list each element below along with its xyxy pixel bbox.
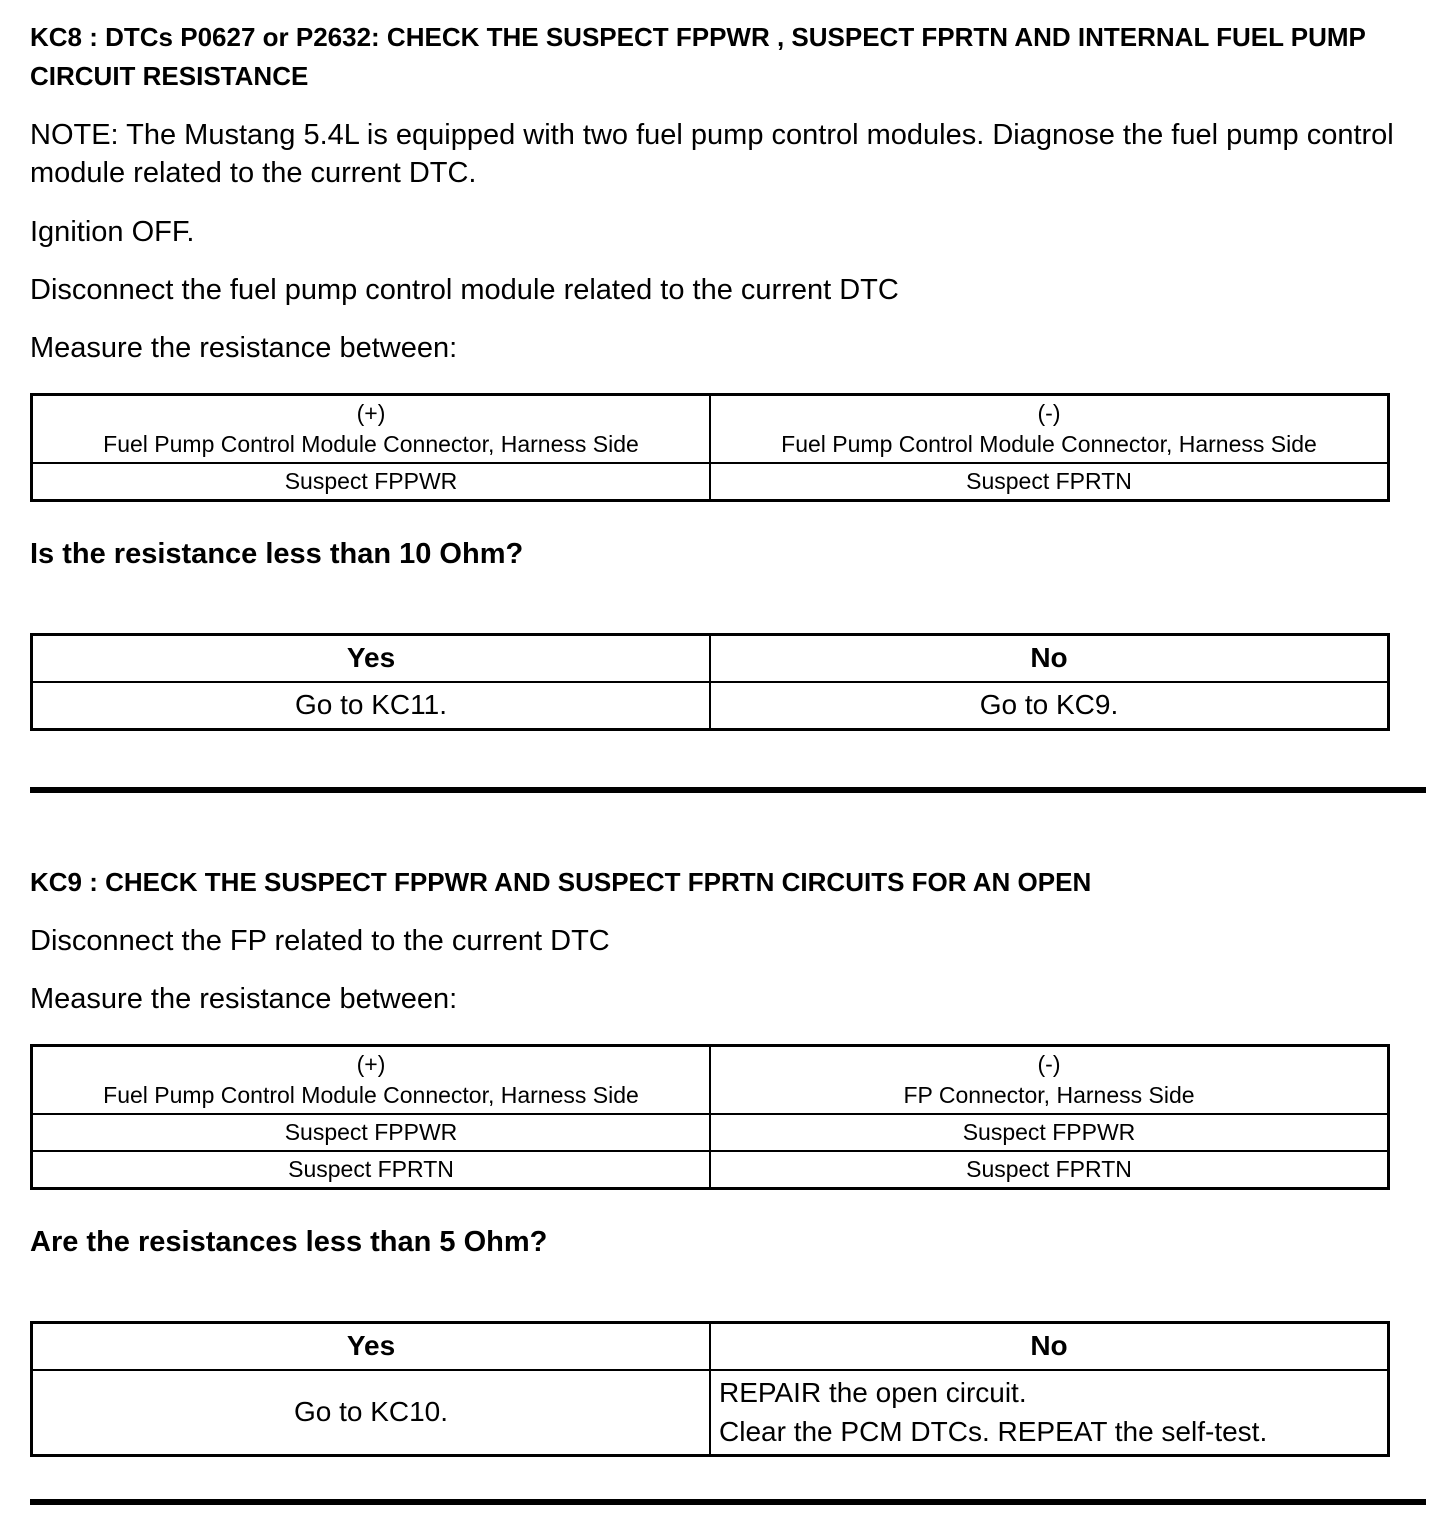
plus-connector-label: Fuel Pump Control Module Connector, Harness Side [103, 1082, 639, 1109]
plus-sign-label: (+) [356, 400, 386, 427]
section-kc8 [30, 18, 1426, 731]
kc9-measure-data-row [32, 1114, 1389, 1151]
kc8-step-ignition-off: Ignition OFF. [30, 215, 195, 248]
kc9-measure-row1-minus: Suspect FPPWR [710, 1114, 1389, 1151]
no-column-header: No [710, 635, 1389, 682]
section-kc9 [30, 863, 1426, 1458]
kc9-measure-table [30, 1044, 1390, 1190]
kc8-decision-data-row [32, 682, 1389, 729]
kc8-no-action: Go to KC9. [710, 682, 1389, 729]
kc8-measure-data-row [32, 463, 1389, 501]
kc9-measure-row2-plus: Suspect FPRTN [32, 1151, 711, 1189]
kc9-measure-row1-plus: Suspect FPPWR [32, 1114, 711, 1151]
kc8-measure-plus-value: Suspect FPPWR [32, 463, 711, 501]
kc9-no-action-line1: REPAIR the open circuit. [719, 1377, 1027, 1409]
kc9-measure-header-minus-cell [710, 1046, 1389, 1115]
kc8-measure-minus-value: Suspect FPRTN [710, 463, 1389, 501]
kc8-measure-table [30, 393, 1390, 502]
kc9-decision-header-row [32, 1323, 1389, 1370]
kc9-measure-header-plus-cell [32, 1046, 711, 1115]
section-divider [30, 787, 1426, 793]
kc9-measure-row2-minus: Suspect FPRTN [710, 1151, 1389, 1189]
kc8-measure-header-minus-cell [710, 395, 1389, 464]
kc9-decision-table [30, 1321, 1390, 1457]
kc8-measure-header-plus-cell [32, 395, 711, 464]
yes-column-header: Yes [32, 1323, 711, 1370]
kc9-no-action [710, 1370, 1389, 1456]
kc8-step-disconnect: Disconnect the fuel pump control module related to the current DTC [30, 273, 899, 306]
no-column-header: No [710, 1323, 1389, 1370]
minus-sign-label: (-) [1037, 400, 1061, 427]
kc9-measure-label: Measure the resistance between: [30, 982, 458, 1015]
kc8-decision-header-row [32, 635, 1389, 682]
kc9-step-disconnect: Disconnect the FP related to the current DTC [30, 924, 610, 957]
kc8-heading: KC8 : DTCs P0627 or P2632: CHECK THE SUSPECT FPPWR , SUSPECT FPRTN AND INTERNAL FUEL PUMP CIRCUIT RESISTANCE [30, 22, 1366, 91]
kc9-yes-action: Go to KC10. [32, 1370, 711, 1456]
kc8-measure-header-row [32, 395, 1389, 464]
kc9-no-action-line2: Clear the PCM DTCs. REPEAT the self-test. [719, 1415, 1268, 1447]
kc9-measure-data-row [32, 1151, 1389, 1189]
bottom-divider [30, 1499, 1426, 1505]
kc8-note-paragraph: NOTE: The Mustang 5.4L is equipped with two fuel pump control modules. Diagnose the fuel pump control module related to the current DTC. [30, 119, 1394, 190]
kc8-question: Is the resistance less than 10 Ohm? [30, 538, 524, 571]
yes-column-header: Yes [32, 635, 711, 682]
kc9-decision-data-row [32, 1370, 1389, 1456]
kc8-decision-table [30, 633, 1390, 730]
kc9-heading: KC9 : CHECK THE SUSPECT FPPWR AND SUSPECT FPRTN CIRCUITS FOR AN OPEN [30, 866, 1092, 897]
kc9-question: Are the resistances less than 5 Ohm? [30, 1226, 548, 1259]
kc9-measure-header-row [32, 1046, 1389, 1115]
kc8-measure-label: Measure the resistance between: [30, 332, 458, 365]
minus-connector-label: Fuel Pump Control Module Connector, Harness Side [781, 431, 1317, 458]
plus-sign-label: (+) [356, 1051, 386, 1078]
kc8-yes-action: Go to KC11. [32, 682, 711, 729]
plus-connector-label: Fuel Pump Control Module Connector, Harness Side [103, 431, 639, 458]
minus-connector-label: FP Connector, Harness Side [903, 1082, 1195, 1109]
minus-sign-label: (-) [1037, 1051, 1061, 1078]
